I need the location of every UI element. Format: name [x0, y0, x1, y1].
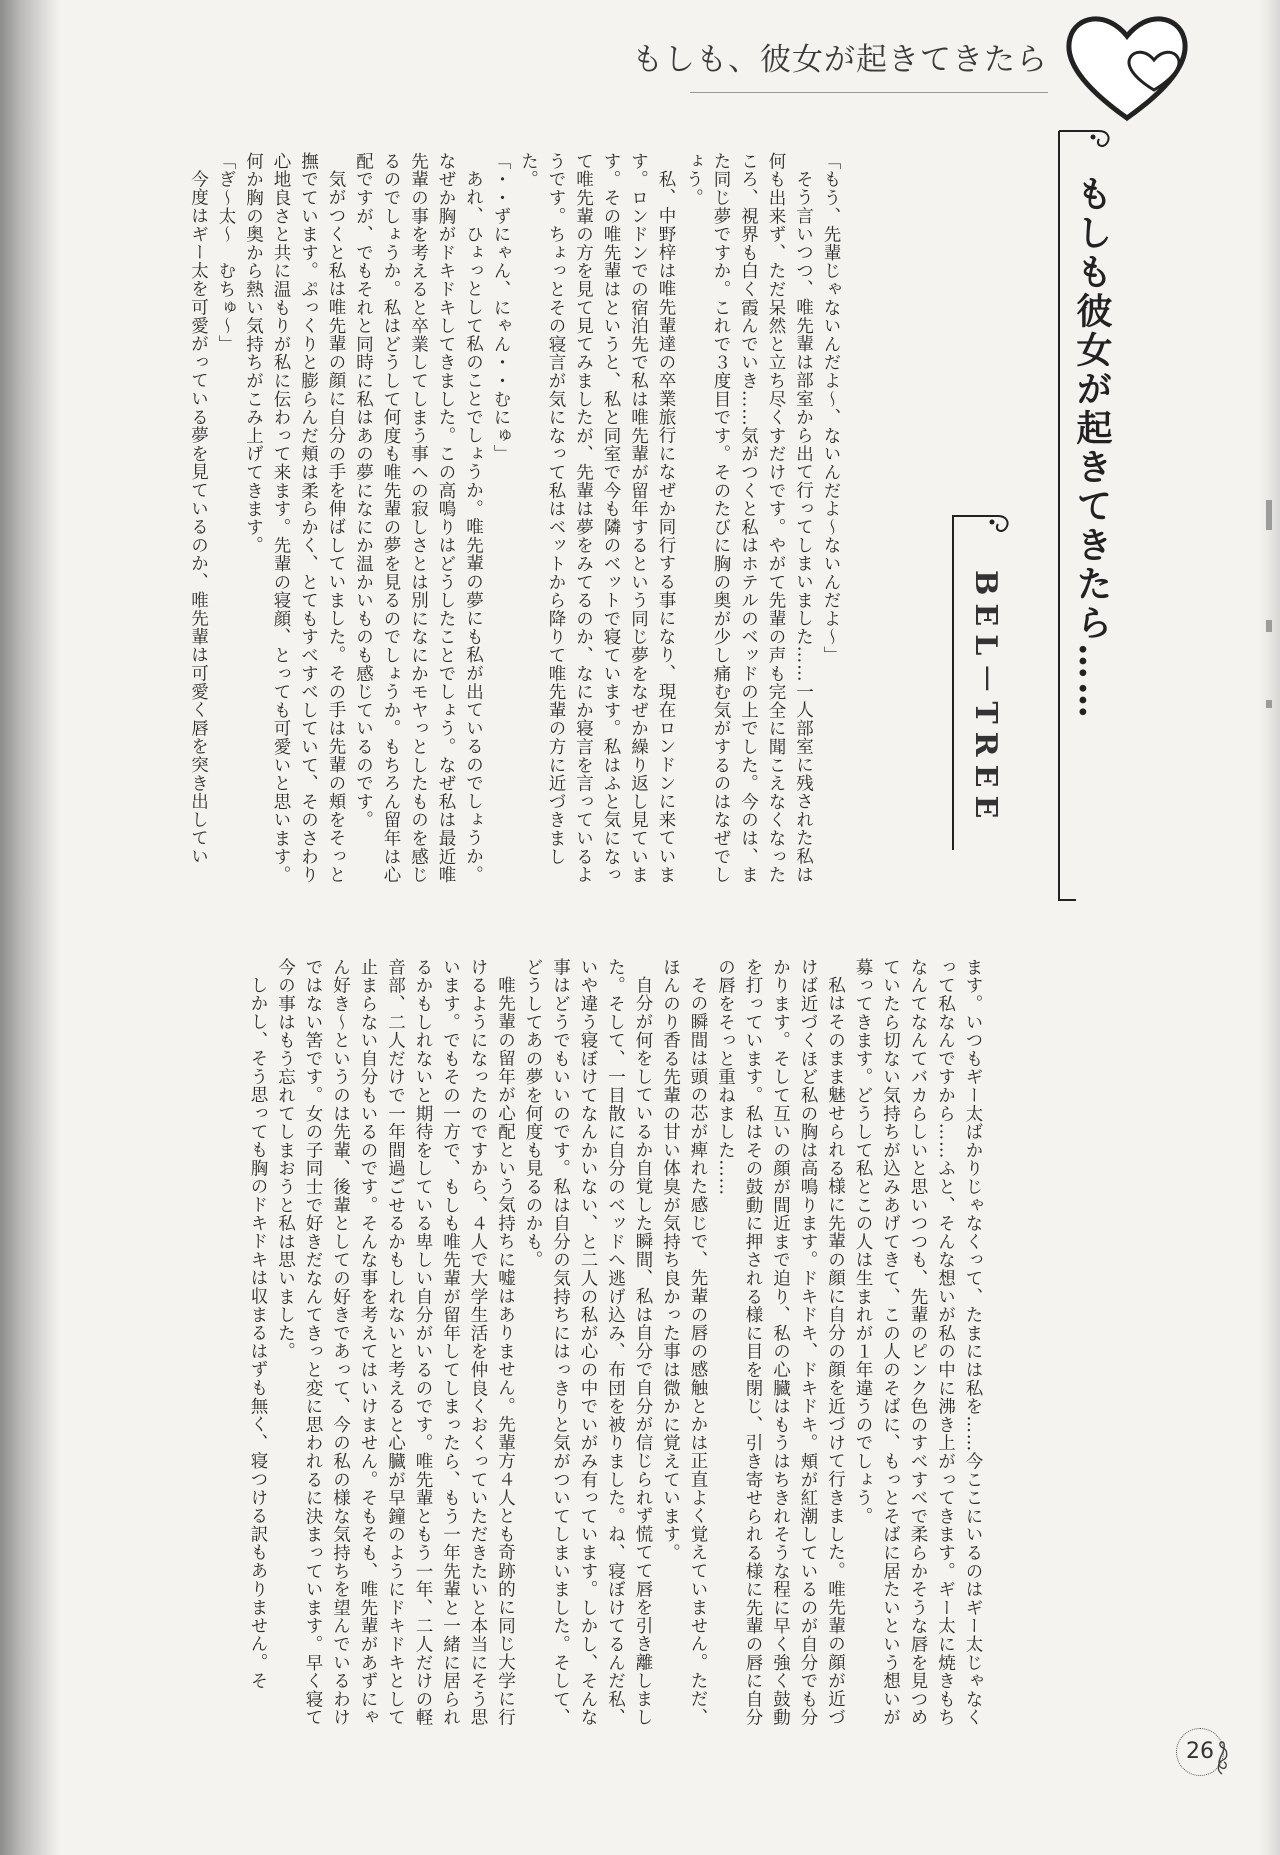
paragraph: その瞬間は頭の芯が痺れた感じで、先輩の唇の感触とかは正直よく覚えていません。ただ、ほんのり香る先輩の甘い体臭が気持ち良かった事は微かに覚えています。: [660, 958, 708, 1726]
page-edge-mark: [1266, 500, 1272, 530]
title-frame-line: [1058, 131, 1060, 901]
author-frame-line: [952, 516, 954, 850]
body-text-upper: [134, 152, 844, 892]
paragraph: そう言いつつ、唯先輩は部室から出て行ってしまいました……一人部室に残された私は何も出来ず、ただ呆然と立ち尽くすだけです。やがて先輩の声も完全に聞こえなくなったころ、視界も白く霞んでいき……気がつくと私はホテルのベッドの上でした。今のは、また同じ夢ですか。これで３度目です。そのたびに胸の奥が少し痛む気がするのはなぜでしょう。: [683, 152, 814, 884]
page-gutter-shadow: [0, 0, 60, 1855]
page-edge-mark: [1266, 620, 1272, 632]
story-title: もしも彼女が起きてきたら……: [1071, 175, 1113, 721]
paragraph: しかし、そう思っても胸のドキドキは収まるはずも無く、寝つける訳もありません。そ: [248, 975, 268, 1690]
paragraph: 唯先輩の留年が心配という気持ちに嘘はありません。先輩方４人とも奇跡的に同じ大学に行けるようになったのですから、４人で大学生活を仲良くおくっていただきたいと本当にそう思います。でもその一方で、もしも唯先輩が留年してしまったら、もう一年先輩と一緒に居られるかもしれないと期待をしている卑しい自分がいるのです。唯先輩ともう一年、二人だけの軽音部、二人だけで一年間過ごせるかもしれないと考えると心臓が早鐘のようにドキドキとして止まらない自分もいるのです。そんな事を考えてはいけません。そもそも、唯先輩があずにゃん好き〜というのは先輩、後輩としての好きであって、今の私の様な気持ちを望んでいるわけではない筈です。女の子同士で好きだなんてきっと変に思われるに決まっています。早く寝て今の事はもう忘れてしまおうと私は思いました。: [275, 958, 516, 1727]
page-edge-mark: [1266, 700, 1272, 708]
paragraph: 「・・ずにゃん、にゃん・・むにゅ」: [491, 152, 511, 464]
running-header-title: もしも、彼女が起きてきたら: [632, 42, 1048, 78]
page-number: 26: [1176, 1728, 1224, 1776]
heart-icon: [1062, 8, 1192, 123]
title-ornament: [1055, 125, 1115, 180]
page-edge-shadow: [1258, 0, 1280, 1855]
paragraph: 「もう、先輩じゃないんだよ〜、ないんだよ〜ないんだよ〜」: [821, 152, 841, 665]
paragraph: 今度はギー太を可愛がっている夢を見ているのか、唯先輩は可愛く唇を突き出してい: [188, 169, 209, 865]
page-number-badge: [1170, 1722, 1230, 1782]
paragraph: 私はそのまま魅せられる様に先輩の顔に自分の顔を近づけて行きました。唯先輩の顔が近づけば近づくほど私の胸は高鳴ります。ドキドキ、ドキドキ。頬が紅潮しているのが自分でも分かります。そして互いの顔が間近まで迫り、私の心臓はもうはちきれそうな程に早く強く鼓動を打っています。私はその鼓動に押される様に目を閉じ、引き寄せられる様に先輩の唇に自分の唇をそっと重ねました……: [715, 958, 846, 1727]
body-text-lower: [86, 958, 986, 1738]
story-author: BEL－TREE: [968, 570, 1003, 827]
header-rule: [690, 92, 1048, 93]
paragraph: 自分が何をしているか自覚した瞬間、私は自分で自分が信じられず慌てて唇を引き離しました。そして、一目散に自分のベッドへ逃げ込み、布団を被りました。ね、寝ぼけてるんだ私、いや違う寝ぼけてなんかいない、と二人の私が心の中でいがみ有っています。しかし、そんな事はどうでもいいのです。私は自分の気持ちにはっきりと気がついてしまいました。そして、どうしてあの夢を何度も見るのかも。: [523, 958, 653, 1727]
author-ornament: [948, 510, 1018, 565]
treble-clef-icon: [1214, 1740, 1230, 1776]
paragraph: 「ぎ〜太〜 むちゅ〜」: [216, 152, 236, 354]
title-frame-foot: [1058, 899, 1076, 901]
paragraph: あれ、ひょっとして私のことでしょうか。唯先輩の夢にも私が出ているのでしょうか。なぜか胸がドキドキしてきました。この高鳴りはどうしたことでしょう。なぜ私は最近唯先輩の事を考えると卒業してしまう事への寂しさとは別になにかモヤっとしたものを感じるのでしょうか。私はどうして何度も唯先輩の夢を見るのでしょうか。もちろん留年は心配ですが、でもそれと同時に私はあの夢になにか温かいものも感じているのです。: [353, 152, 484, 884]
paragraph: 私、中野梓は唯先輩達の卒業旅行になぜか同行する事になり、現在ロンドンに来ています。ロンドンでの宿泊先で私は唯先輩が留年するという同じ夢をなぜか繰り返し見ています。その唯先輩はというと、私と同室で今も隣のベットで寝ています。私はふと気になって唯先輩の方を見て見てみましたが、先輩は夢をみてるのか、なにか寝言を言っているようです。ちょっとその寝言が気になって私はベットから降りて唯先輩の方に近づきました。: [518, 152, 676, 884]
paragraph: ます。いつもギー太ばかりじゃなくって、たまには私を……今ここにいるのはギー太じゃなくって私なんですから……ふと、そんな想いが私の中に沸き上がってきます。ギー太に焼きもちなんてなんてバカらしいと思いつつも、先輩のピンク色のすべすべで柔らかそうな唇を見つめていたら切ない気持ちが込みあげてきて、この人のそばに、もっとそばに居たいという想いが募ってきます。どうして私とこの人は生まれが１年違うのでしょう。: [853, 958, 983, 1727]
paragraph: 気がつくと私は唯先輩の顔に自分の手を伸ばしていました。その手は先輩の頬をそっと撫でています。ぷっくりと膨らんだ頬は柔らかく、とてもすべすべしていて、そのさわり心地良さと共に温もりが私に伝わって来ます。先輩の寝顔、とっても可愛いと思います。何か胸の奥から熱い気持ちがこみ上げてきます。: [243, 152, 346, 884]
